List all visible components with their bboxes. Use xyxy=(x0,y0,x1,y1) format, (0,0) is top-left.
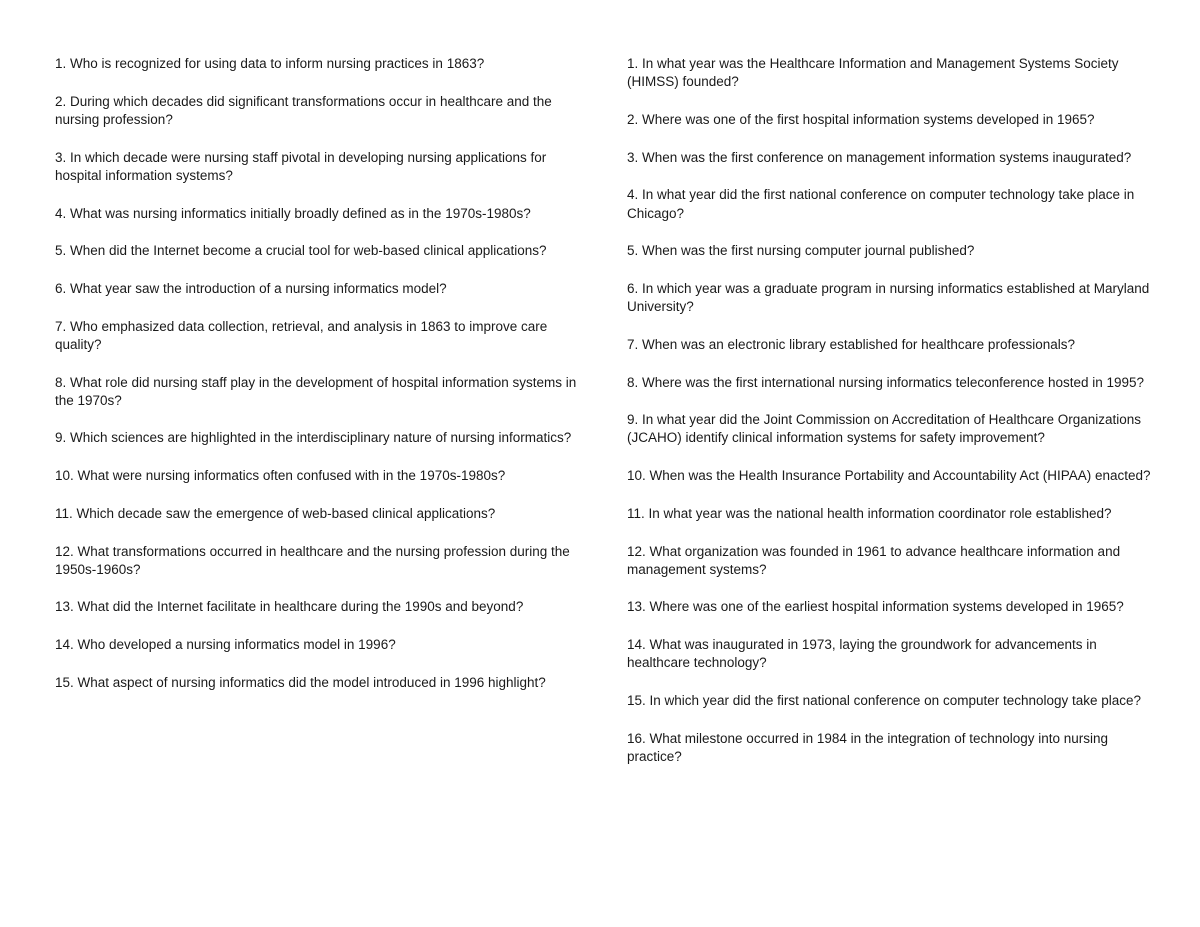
right-question-15: 15. In which year did the first national conference on computer technology take place? xyxy=(627,693,1142,709)
right-question-7: 7. When was an electronic library established for healthcare professionals? xyxy=(627,336,1075,352)
right-question-10: 10. When was the Health Insurance Portability and Accountability Act (HIPAA) enacted? xyxy=(627,468,1151,484)
right-question-9: 9. In what year did the Joint Commission on Accreditation of Healthcare Organizations (JCAHO) identify clinical information systems for safety improvement? xyxy=(627,412,1142,446)
right-question-3: 3. When was the first conference on management information systems inaugurated? xyxy=(627,149,1132,165)
left-question-2: 2. During which decades did significant transformations occur in healthcare and the nursing profession? xyxy=(55,93,552,127)
left-question-9: 9. Which sciences are highlighted in the interdisciplinary nature of nursing informatics? xyxy=(55,430,572,446)
left-question-11: 11. Which decade saw the emergence of web-based clinical applications? xyxy=(55,505,496,521)
left-question-7: 7. Who emphasized data collection, retrieval, and analysis in 1863 to improve care quality? xyxy=(55,318,548,352)
right-question-4: 4. In what year did the first national conference on computer technology take place in Chicago? xyxy=(627,187,1135,221)
left-question-column xyxy=(55,55,585,712)
right-question-13: 13. Where was one of the earliest hospital information systems developed in 1965? xyxy=(627,599,1124,615)
left-question-13: 13. What did the Internet facilitate in healthcare during the 1990s and beyond? xyxy=(55,599,524,615)
right-question-11: 11. In what year was the national health information coordinator role established? xyxy=(627,505,1112,521)
left-question-6: 6. What year saw the introduction of a nursing informatics model? xyxy=(55,280,447,296)
right-question-column xyxy=(627,55,1152,786)
right-question-1: 1. In what year was the Healthcare Information and Management Systems Society (HIMSS) founded? xyxy=(627,56,1119,90)
left-question-3: 3. In which decade were nursing staff pivotal in developing nursing applications for hospital information systems? xyxy=(55,149,547,183)
left-question-8: 8. What role did nursing staff play in the development of hospital information systems in the 1970s? xyxy=(55,374,577,408)
right-question-2: 2. Where was one of the first hospital information systems developed in 1965? xyxy=(627,111,1095,127)
right-question-16: 16. What milestone occurred in 1984 in the integration of technology into nursing practice? xyxy=(627,730,1109,764)
left-question-15: 15. What aspect of nursing informatics did the model introduced in 1996 highlight? xyxy=(55,674,546,690)
left-question-10: 10. What were nursing informatics often confused with in the 1970s-1980s? xyxy=(55,468,506,484)
right-question-12: 12. What organization was founded in 1961 to advance healthcare information and management systems? xyxy=(627,543,1121,577)
right-question-6: 6. In which year was a graduate program in nursing informatics established at Maryland University? xyxy=(627,280,1150,315)
right-question-8: 8. Where was the first international nursing informatics teleconference hosted in 1995? xyxy=(627,374,1145,390)
right-question-14: 14. What was inaugurated in 1973, laying the groundwork for advancements in healthcare technology? xyxy=(627,637,1097,671)
left-question-14: 14. Who developed a nursing informatics model in 1996? xyxy=(55,637,396,653)
left-question-1: 1. Who is recognized for using data to inform nursing practices in 1863? xyxy=(55,56,485,71)
left-question-5: 5. When did the Internet become a crucial tool for web-based clinical applications? xyxy=(55,243,547,259)
right-question-5: 5. When was the first nursing computer journal published? xyxy=(627,243,975,259)
left-question-12: 12. What transformations occurred in healthcare and the nursing profession during the 1950s-1960s? xyxy=(55,543,570,577)
left-question-4: 4. What was nursing informatics initially broadly defined as in the 1970s-1980s? xyxy=(55,205,531,221)
